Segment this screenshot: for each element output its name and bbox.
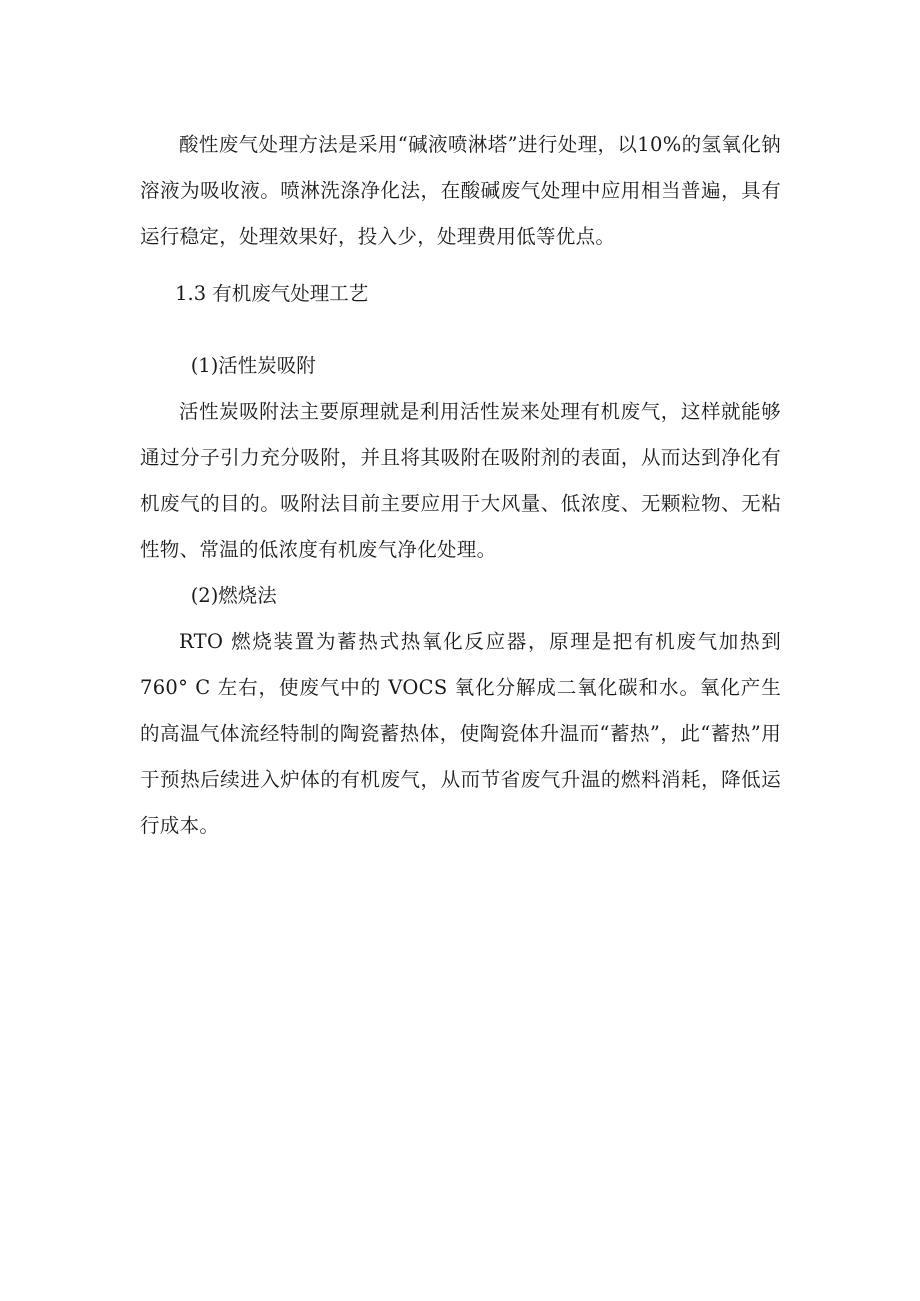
section-heading: 1.3 有机废气处理工艺 — [175, 282, 369, 305]
acid-gas-paragraph: 酸性废气处理方法是采用“碱液喷淋塔”进行处理，以10%的氢氧化钠溶液为吸收液。喷淋洗涤净化法，在酸碱废气处理中应用相当普遍，具有运行稳定，处理效果好，投入少，处理费用低等优点。 — [140, 133, 781, 248]
document-body — [140, 122, 781, 849]
activated-carbon-heading: (1)活性炭吸附 — [190, 354, 316, 377]
combustion-paragraph: RTO 燃烧装置为蓄热式热氧化反应器，原理是把有机废气加热到760° C 左右，使废气中的 VOCS 氧化分解成二氧化碳和水。氧化产生的高温气体流经特制的陶瓷蓄热体，使陶瓷体升温而“蓄热”，此“蓄热”用于预热后续进入炉体的有机废气，从而节省废气升温的燃料消耗，降低运行成本。 — [140, 630, 781, 837]
activated-carbon-paragraph: 活性炭吸附法主要原理就是利用活性炭来处理有机废气，这样就能够通过分子引力充分吸附，并且将其吸附在吸附剂的表面，从而达到净化有机废气的目的。吸附法目前主要应用于大风量、低浓度、无颗粒物、无粘性物、常温的低浓度有机废气净化处理。 — [140, 400, 781, 561]
combustion-heading: (2)燃烧法 — [190, 584, 277, 607]
